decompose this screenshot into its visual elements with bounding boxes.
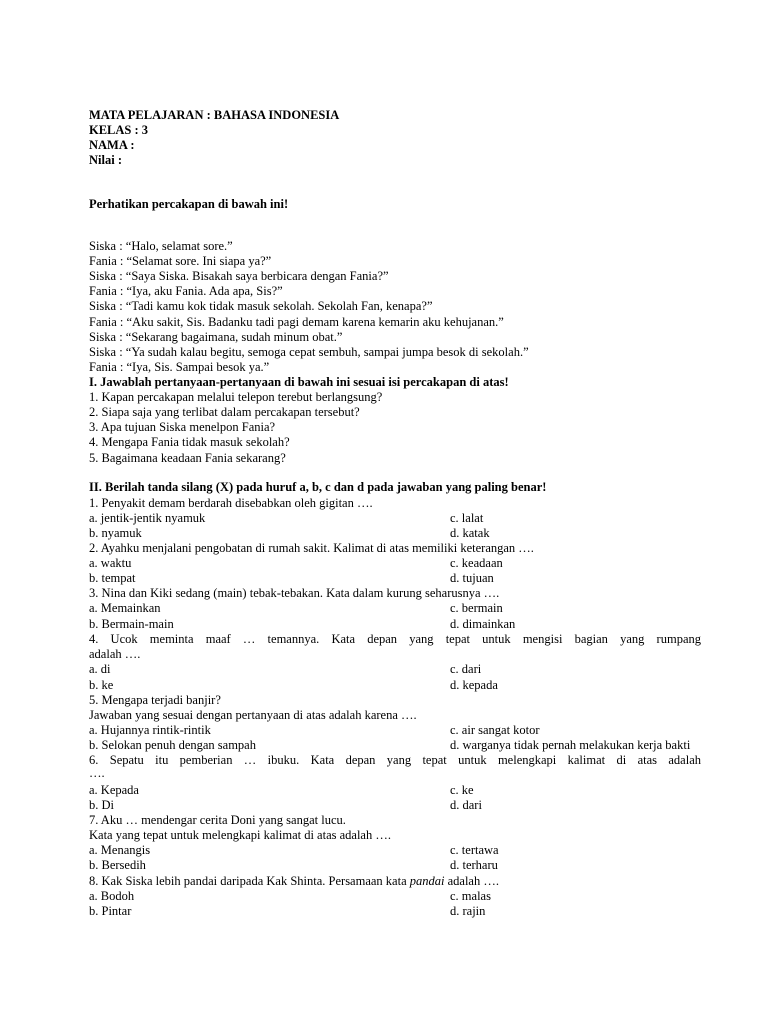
essay-question: 3. Apa tujuan Siska menelpon Fania? bbox=[89, 420, 276, 434]
section-1-title: I. Jawablah pertanyaan-pertanyaan di bawah ini sesuai isi percakapan di atas! bbox=[89, 375, 509, 389]
option-d[interactable]: d. kepada bbox=[450, 678, 498, 692]
mc-option-row bbox=[89, 617, 516, 632]
instruction: Perhatikan percakapan di bawah ini! bbox=[89, 197, 289, 211]
option-d[interactable]: d. terharu bbox=[450, 858, 498, 872]
mc-option-row bbox=[89, 571, 494, 586]
mc-option-row bbox=[89, 556, 503, 571]
essay-question: 1. Kapan percakapan melalui telepon terebut berlangsung? bbox=[89, 390, 383, 404]
option-b[interactable]: b. Di bbox=[89, 798, 114, 812]
dialogue-line: Siska : “Sekarang bagaimana, sudah minum obat.” bbox=[89, 330, 343, 344]
option-b[interactable]: b. Bersedih bbox=[89, 858, 146, 872]
option-b[interactable]: b. tempat bbox=[89, 571, 136, 585]
score-heading: Nilai : bbox=[89, 153, 122, 167]
option-a[interactable]: a. Memainkan bbox=[89, 601, 161, 615]
mc-question-stem-continued: Kata yang tepat untuk melengkapi kalimat di atas adalah …. bbox=[89, 828, 391, 842]
mc-option-row bbox=[89, 738, 691, 753]
option-a[interactable]: a. Hujannya rintik-rintik bbox=[89, 723, 211, 737]
option-b[interactable]: b. Pintar bbox=[89, 904, 132, 918]
stem-emphasis: pandai bbox=[409, 874, 445, 888]
option-b[interactable]: b. Bermain-main bbox=[89, 617, 174, 631]
option-a[interactable]: a. jentik-jentik nyamuk bbox=[89, 511, 206, 525]
mc-option-row bbox=[89, 678, 498, 693]
dialogue-line: Fania : “Iya, Sis. Sampai besok ya.” bbox=[89, 360, 270, 374]
option-d[interactable]: d. dari bbox=[450, 798, 482, 812]
mc-question-stem: 1. Penyakit demam berdarah disebabkan oleh gigitan …. bbox=[89, 496, 373, 510]
dialogue-line: Siska : “Saya Siska. Bisakah saya berbicara dengan Fania?” bbox=[89, 269, 389, 283]
option-c[interactable]: c. ke bbox=[450, 783, 474, 797]
option-d[interactable]: d. katak bbox=[450, 526, 490, 540]
dialogue-line: Siska : “Ya sudah kalau begitu, semoga cepat sembuh, sampai jumpa besok di sekolah.” bbox=[89, 345, 529, 359]
mc-question-stem: 6. Sepatu itu pemberian … ibuku. Kata depan yang tepat untuk melengkapi kalimat di atas adalah bbox=[89, 753, 701, 767]
option-d[interactable]: d. warganya tidak pernah melakukan kerja bakti bbox=[450, 738, 691, 752]
mc-question-stem: 5. Mengapa terjadi banjir? bbox=[89, 693, 221, 707]
essay-question: 2. Siapa saja yang terlibat dalam percakapan tersebut? bbox=[89, 405, 360, 419]
mc-question-stem: 3. Nina dan Kiki sedang (main) tebak-tebakan. Kata dalam kurung seharusnya …. bbox=[89, 586, 500, 600]
dialogue-line: Fania : “Iya, aku Fania. Ada apa, Sis?” bbox=[89, 284, 283, 298]
dialogue-line: Siska : “Halo, selamat sore.” bbox=[89, 239, 233, 253]
name-heading: NAMA : bbox=[89, 138, 135, 152]
dialogue-line: Siska : “Tadi kamu kok tidak masuk sekolah. Sekolah Fan, kenapa?” bbox=[89, 299, 433, 313]
mc-option-row bbox=[89, 662, 482, 677]
mc-question-stem-continued: …. bbox=[89, 766, 105, 780]
subject-heading: MATA PELAJARAN : BAHASA INDONESIA bbox=[89, 108, 340, 122]
option-d[interactable]: d. dimainkan bbox=[450, 617, 516, 631]
essay-question: 5. Bagaimana keadaan Fania sekarang? bbox=[89, 451, 286, 465]
dialogue-line: Fania : “Aku sakit, Sis. Badanku tadi pagi demam karena kemarin aku kehujanan.” bbox=[89, 315, 504, 329]
option-d[interactable]: d. tujuan bbox=[450, 571, 494, 585]
option-c[interactable]: c. tertawa bbox=[450, 843, 499, 857]
mc-option-row bbox=[89, 904, 486, 919]
class-heading: KELAS : 3 bbox=[89, 123, 149, 137]
option-a[interactable]: a. waktu bbox=[89, 556, 132, 570]
mc-option-row bbox=[89, 843, 499, 858]
section-2-title: II. Berilah tanda silang (X) pada huruf a, b, c dan d pada jawaban yang paling benar! bbox=[89, 480, 547, 494]
mc-question-stem: 4. Ucok meminta maaf … temannya. Kata depan yang tepat untuk mengisi bagian yang rumpang bbox=[89, 632, 701, 646]
stem-text: adalah …. bbox=[444, 874, 499, 888]
mc-question-stem: 2. Ayahku menjalani pengobatan di rumah sakit. Kalimat di atas memiliki keterangan …. bbox=[89, 541, 534, 555]
mc-option-row bbox=[89, 511, 484, 526]
option-b[interactable]: b. ke bbox=[89, 678, 114, 692]
mc-question-stem-continued: Jawaban yang sesuai dengan pertanyaan di atas adalah karena …. bbox=[89, 708, 417, 722]
option-c[interactable]: c. dari bbox=[450, 662, 482, 676]
mc-option-row bbox=[89, 723, 540, 738]
mc-question-stem bbox=[89, 874, 499, 889]
option-c[interactable]: c. air sangat kotor bbox=[450, 723, 540, 737]
option-a[interactable]: a. Bodoh bbox=[89, 889, 135, 903]
option-b[interactable]: b. Selokan penuh dengan sampah bbox=[89, 738, 256, 752]
mc-option-row bbox=[89, 798, 482, 813]
stem-text: 8. Kak Siska lebih pandai daripada Kak Shinta. Persamaan kata bbox=[89, 874, 410, 888]
option-b[interactable]: b. nyamuk bbox=[89, 526, 142, 540]
option-a[interactable]: a. Menangis bbox=[89, 843, 151, 857]
option-a[interactable]: a. Kepada bbox=[89, 783, 139, 797]
mc-option-row bbox=[89, 889, 491, 904]
mc-option-row bbox=[89, 601, 503, 616]
dialogue-line: Fania : “Selamat sore. Ini siapa ya?” bbox=[89, 254, 272, 268]
option-c[interactable]: c. malas bbox=[450, 889, 491, 903]
mc-option-row bbox=[89, 526, 490, 541]
option-d[interactable]: d. rajin bbox=[450, 904, 486, 918]
option-c[interactable]: c. bermain bbox=[450, 601, 503, 615]
option-c[interactable]: c. keadaan bbox=[450, 556, 503, 570]
mc-question-stem: 7. Aku … mendengar cerita Doni yang sangat lucu. bbox=[89, 813, 346, 827]
option-c[interactable]: c. lalat bbox=[450, 511, 484, 525]
mc-option-row bbox=[89, 858, 498, 873]
mc-question-stem-continued: adalah …. bbox=[89, 647, 141, 661]
mc-option-row bbox=[89, 783, 474, 798]
essay-question: 4. Mengapa Fania tidak masuk sekolah? bbox=[89, 435, 290, 449]
option-a[interactable]: a. di bbox=[89, 662, 111, 676]
